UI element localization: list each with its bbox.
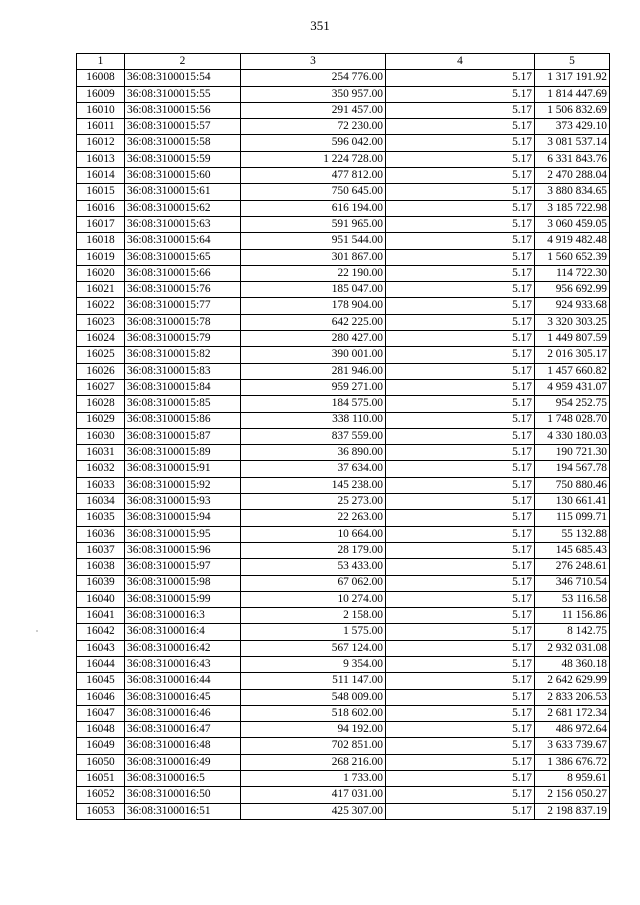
cadastral-number-cell: 36:08:3100015:84 — [125, 379, 241, 395]
table-row — [77, 298, 610, 314]
page-number: 351 — [310, 18, 330, 33]
value-cell: 924 933.68 — [535, 298, 610, 314]
value-cell: 1 506 832.69 — [535, 102, 610, 118]
cadastral-number-cell: 36:08:3100016:4 — [125, 624, 241, 640]
value-cell: 1 814 447.69 — [535, 86, 610, 102]
value-cell: 8 142.75 — [535, 624, 610, 640]
rate-cell: 5.17 — [386, 559, 535, 575]
rate-cell: 5.17 — [386, 575, 535, 591]
row-number-cell: 16033 — [77, 477, 125, 493]
area-cell: 37 634.00 — [241, 461, 386, 477]
area-cell: 642 225.00 — [241, 314, 386, 330]
area-cell: 22 190.00 — [241, 265, 386, 281]
rate-cell: 5.17 — [386, 363, 535, 379]
rate-cell: 5.17 — [386, 526, 535, 542]
cadastral-number-cell: 36:08:3100016:46 — [125, 705, 241, 721]
table-row — [77, 542, 610, 558]
row-number-cell: 16012 — [77, 135, 125, 151]
rate-cell: 5.17 — [386, 168, 535, 184]
cadastral-number-cell: 36:08:3100015:55 — [125, 86, 241, 102]
row-number-cell: 16022 — [77, 298, 125, 314]
rate-cell: 5.17 — [386, 494, 535, 510]
table-row — [77, 771, 610, 787]
row-number-cell: 16015 — [77, 184, 125, 200]
value-cell: 1 386 676.72 — [535, 754, 610, 770]
rate-cell: 5.17 — [386, 331, 535, 347]
area-cell: 72 230.00 — [241, 119, 386, 135]
cadastral-number-cell: 36:08:3100015:93 — [125, 494, 241, 510]
area-cell: 36 890.00 — [241, 445, 386, 461]
row-number-cell: 16045 — [77, 673, 125, 689]
cadastral-number-cell: 36:08:3100015:76 — [125, 282, 241, 298]
cadastral-number-cell: 36:08:3100016:5 — [125, 771, 241, 787]
area-cell: 959 271.00 — [241, 379, 386, 395]
table-row — [77, 396, 610, 412]
row-number-cell: 16049 — [77, 738, 125, 754]
value-cell: 1 560 652.39 — [535, 249, 610, 265]
row-number-cell: 16010 — [77, 102, 125, 118]
table-row — [77, 705, 610, 721]
area-cell: 702 851.00 — [241, 738, 386, 754]
rate-cell: 5.17 — [386, 200, 535, 216]
cadastral-number-cell: 36:08:3100015:97 — [125, 559, 241, 575]
value-cell: 3 320 303.25 — [535, 314, 610, 330]
value-cell: 276 248.61 — [535, 559, 610, 575]
rate-cell: 5.17 — [386, 282, 535, 298]
row-number-cell: 16024 — [77, 331, 125, 347]
rate-cell: 5.17 — [386, 461, 535, 477]
value-cell: 2 156 050.27 — [535, 787, 610, 803]
area-cell: 338 110.00 — [241, 412, 386, 428]
cadastral-number-cell: 36:08:3100015:60 — [125, 168, 241, 184]
value-cell: 11 156.86 — [535, 608, 610, 624]
table-row — [77, 656, 610, 672]
cadastral-number-cell: 36:08:3100015:59 — [125, 151, 241, 167]
rate-cell: 5.17 — [386, 542, 535, 558]
area-cell: 548 009.00 — [241, 689, 386, 705]
row-number-cell: 16052 — [77, 787, 125, 803]
row-number-cell: 16051 — [77, 771, 125, 787]
area-cell: 10 274.00 — [241, 591, 386, 607]
rate-cell: 5.17 — [386, 216, 535, 232]
cadastral-number-cell: 36:08:3100015:56 — [125, 102, 241, 118]
table-row — [77, 559, 610, 575]
area-cell: 53 433.00 — [241, 559, 386, 575]
area-cell: 184 575.00 — [241, 396, 386, 412]
row-number-cell: 16039 — [77, 575, 125, 591]
row-number-cell: 16043 — [77, 640, 125, 656]
value-cell: 6 331 843.76 — [535, 151, 610, 167]
cadastral-number-cell: 36:08:3100015:89 — [125, 445, 241, 461]
table-row — [77, 70, 610, 86]
rate-cell: 5.17 — [386, 803, 535, 819]
table-row — [77, 282, 610, 298]
table-row — [77, 249, 610, 265]
cadastral-number-cell: 36:08:3100016:51 — [125, 803, 241, 819]
area-cell: 425 307.00 — [241, 803, 386, 819]
rate-cell: 5.17 — [386, 396, 535, 412]
cadastral-number-cell: 36:08:3100016:49 — [125, 754, 241, 770]
rate-cell: 5.17 — [386, 689, 535, 705]
rate-cell: 5.17 — [386, 673, 535, 689]
rate-cell: 5.17 — [386, 722, 535, 738]
cadastral-number-cell: 36:08:3100015:78 — [125, 314, 241, 330]
cadastral-number-cell: 36:08:3100015:94 — [125, 510, 241, 526]
area-cell: 518 602.00 — [241, 705, 386, 721]
area-cell: 951 544.00 — [241, 233, 386, 249]
area-cell: 10 664.00 — [241, 526, 386, 542]
value-cell: 194 567.78 — [535, 461, 610, 477]
row-number-cell: 16023 — [77, 314, 125, 330]
table-row — [77, 754, 610, 770]
rate-cell: 5.17 — [386, 233, 535, 249]
value-cell: 3 081 537.14 — [535, 135, 610, 151]
row-number-cell: 16009 — [77, 86, 125, 102]
table-row — [77, 314, 610, 330]
rate-cell: 5.17 — [386, 151, 535, 167]
area-cell: 94 192.00 — [241, 722, 386, 738]
cadastral-number-cell: 36:08:3100016:42 — [125, 640, 241, 656]
area-cell: 22 263.00 — [241, 510, 386, 526]
value-cell: 2 642 629.99 — [535, 673, 610, 689]
table-row — [77, 233, 610, 249]
rate-cell: 5.17 — [386, 86, 535, 102]
table-row — [77, 102, 610, 118]
value-cell: 53 116.58 — [535, 591, 610, 607]
value-cell: 3 185 722.98 — [535, 200, 610, 216]
cadastral-number-cell: 36:08:3100015:98 — [125, 575, 241, 591]
table-row — [77, 168, 610, 184]
row-number-cell: 16028 — [77, 396, 125, 412]
cadastral-number-cell: 36:08:3100015:61 — [125, 184, 241, 200]
value-cell: 130 661.41 — [535, 494, 610, 510]
row-number-cell: 16018 — [77, 233, 125, 249]
value-cell: 2 016 305.17 — [535, 347, 610, 363]
scan-speck — [36, 630, 38, 632]
area-cell: 350 957.00 — [241, 86, 386, 102]
value-cell: 8 959.61 — [535, 771, 610, 787]
value-cell: 1 449 807.59 — [535, 331, 610, 347]
area-cell: 511 147.00 — [241, 673, 386, 689]
table-row — [77, 216, 610, 232]
row-number-cell: 16034 — [77, 494, 125, 510]
cadastral-number-cell: 36:08:3100015:57 — [125, 119, 241, 135]
rate-cell: 5.17 — [386, 347, 535, 363]
row-number-cell: 16046 — [77, 689, 125, 705]
cadastral-number-cell: 36:08:3100015:62 — [125, 200, 241, 216]
rate-cell: 5.17 — [386, 477, 535, 493]
table-row — [77, 379, 610, 395]
table-row — [77, 135, 610, 151]
area-cell: 254 776.00 — [241, 70, 386, 86]
row-number-cell: 16031 — [77, 445, 125, 461]
value-cell: 114 722.30 — [535, 265, 610, 281]
table-row — [77, 787, 610, 803]
cadastral-number-cell: 36:08:3100015:83 — [125, 363, 241, 379]
table-row — [77, 494, 610, 510]
column-header-1: 1 — [77, 54, 125, 70]
cadastral-number-cell: 36:08:3100015:92 — [125, 477, 241, 493]
cadastral-number-cell: 36:08:3100015:66 — [125, 265, 241, 281]
row-number-cell: 16011 — [77, 119, 125, 135]
row-number-cell: 16017 — [77, 216, 125, 232]
rate-cell: 5.17 — [386, 787, 535, 803]
rate-cell: 5.17 — [386, 265, 535, 281]
rate-cell: 5.17 — [386, 184, 535, 200]
cadastral-number-cell: 36:08:3100016:48 — [125, 738, 241, 754]
row-number-cell: 16053 — [77, 803, 125, 819]
table-row — [77, 151, 610, 167]
area-cell: 281 946.00 — [241, 363, 386, 379]
value-cell: 2 470 288.04 — [535, 168, 610, 184]
value-cell: 1 457 660.82 — [535, 363, 610, 379]
table-row — [77, 347, 610, 363]
table-row — [77, 673, 610, 689]
table-row — [77, 412, 610, 428]
value-cell: 145 685.43 — [535, 542, 610, 558]
rate-cell: 5.17 — [386, 314, 535, 330]
area-cell: 268 216.00 — [241, 754, 386, 770]
row-number-cell: 16048 — [77, 722, 125, 738]
row-number-cell: 16029 — [77, 412, 125, 428]
cadastral-number-cell: 36:08:3100015:96 — [125, 542, 241, 558]
row-number-cell: 16019 — [77, 249, 125, 265]
rate-cell: 5.17 — [386, 119, 535, 135]
area-cell: 9 354.00 — [241, 656, 386, 672]
cadastral-number-cell: 36:08:3100015:91 — [125, 461, 241, 477]
value-cell: 48 360.18 — [535, 656, 610, 672]
area-cell: 1 575.00 — [241, 624, 386, 640]
row-number-cell: 16008 — [77, 70, 125, 86]
value-cell: 346 710.54 — [535, 575, 610, 591]
column-header-3: 3 — [241, 54, 386, 70]
rate-cell: 5.17 — [386, 298, 535, 314]
value-cell: 3 633 739.67 — [535, 738, 610, 754]
value-cell: 3 060 459.05 — [535, 216, 610, 232]
rate-cell: 5.17 — [386, 705, 535, 721]
table-row — [77, 738, 610, 754]
row-number-cell: 16027 — [77, 379, 125, 395]
row-number-cell: 16030 — [77, 428, 125, 444]
table-row — [77, 445, 610, 461]
row-number-cell: 16040 — [77, 591, 125, 607]
table-row — [77, 428, 610, 444]
cadastral-number-cell: 36:08:3100015:87 — [125, 428, 241, 444]
value-cell: 2 198 837.19 — [535, 803, 610, 819]
area-cell: 28 179.00 — [241, 542, 386, 558]
table-row — [77, 265, 610, 281]
row-number-cell: 16025 — [77, 347, 125, 363]
table-row — [77, 608, 610, 624]
cadastral-number-cell: 36:08:3100015:65 — [125, 249, 241, 265]
area-cell: 417 031.00 — [241, 787, 386, 803]
rate-cell: 5.17 — [386, 249, 535, 265]
table-row — [77, 119, 610, 135]
rate-cell: 5.17 — [386, 379, 535, 395]
table-row — [77, 624, 610, 640]
rate-cell: 5.17 — [386, 591, 535, 607]
rate-cell: 5.17 — [386, 624, 535, 640]
area-cell: 750 645.00 — [241, 184, 386, 200]
column-header-5: 5 — [535, 54, 610, 70]
cadastral-number-cell: 36:08:3100016:47 — [125, 722, 241, 738]
table-body — [77, 70, 610, 820]
row-number-cell: 16035 — [77, 510, 125, 526]
table-row — [77, 722, 610, 738]
rate-cell: 5.17 — [386, 70, 535, 86]
table-row — [77, 200, 610, 216]
column-header-4: 4 — [386, 54, 535, 70]
row-number-cell: 16014 — [77, 168, 125, 184]
area-cell: 837 559.00 — [241, 428, 386, 444]
cadastral-number-cell: 36:08:3100015:85 — [125, 396, 241, 412]
table-row — [77, 510, 610, 526]
value-cell: 2 932 031.08 — [535, 640, 610, 656]
value-cell: 373 429.10 — [535, 119, 610, 135]
value-cell: 4 959 431.07 — [535, 379, 610, 395]
rate-cell: 5.17 — [386, 445, 535, 461]
area-cell: 280 427.00 — [241, 331, 386, 347]
area-cell: 301 867.00 — [241, 249, 386, 265]
cadastral-number-cell: 36:08:3100015:63 — [125, 216, 241, 232]
cadastral-number-cell: 36:08:3100015:79 — [125, 331, 241, 347]
cadastral-number-cell: 36:08:3100015:82 — [125, 347, 241, 363]
area-cell: 25 273.00 — [241, 494, 386, 510]
row-number-cell: 16013 — [77, 151, 125, 167]
value-cell: 4 919 482.48 — [535, 233, 610, 249]
rate-cell: 5.17 — [386, 608, 535, 624]
area-cell: 291 457.00 — [241, 102, 386, 118]
area-cell: 178 904.00 — [241, 298, 386, 314]
value-cell: 750 880.46 — [535, 477, 610, 493]
cadastral-number-cell: 36:08:3100015:77 — [125, 298, 241, 314]
table-row — [77, 477, 610, 493]
cadastral-number-cell: 36:08:3100015:86 — [125, 412, 241, 428]
row-number-cell: 16044 — [77, 656, 125, 672]
area-cell: 477 812.00 — [241, 168, 386, 184]
table-row — [77, 803, 610, 819]
cadastral-number-cell: 36:08:3100015:58 — [125, 135, 241, 151]
area-cell: 67 062.00 — [241, 575, 386, 591]
cadastral-number-cell: 36:08:3100015:64 — [125, 233, 241, 249]
rate-cell: 5.17 — [386, 754, 535, 770]
cadastral-number-cell: 36:08:3100015:95 — [125, 526, 241, 542]
row-number-cell: 16021 — [77, 282, 125, 298]
table-row — [77, 461, 610, 477]
area-cell: 591 965.00 — [241, 216, 386, 232]
row-number-cell: 16016 — [77, 200, 125, 216]
table-row — [77, 526, 610, 542]
row-number-cell: 16050 — [77, 754, 125, 770]
area-cell: 390 001.00 — [241, 347, 386, 363]
cadastral-number-cell: 36:08:3100016:43 — [125, 656, 241, 672]
cadastral-number-cell: 36:08:3100016:3 — [125, 608, 241, 624]
area-cell: 616 194.00 — [241, 200, 386, 216]
table-header — [77, 54, 610, 70]
data-table — [76, 53, 610, 820]
cadastral-number-cell: 36:08:3100015:99 — [125, 591, 241, 607]
rate-cell: 5.17 — [386, 656, 535, 672]
table-row — [77, 640, 610, 656]
value-cell: 1 748 028.70 — [535, 412, 610, 428]
rate-cell: 5.17 — [386, 738, 535, 754]
row-number-cell: 16047 — [77, 705, 125, 721]
column-header-2: 2 — [125, 54, 241, 70]
area-cell: 567 124.00 — [241, 640, 386, 656]
cadastral-number-cell: 36:08:3100016:45 — [125, 689, 241, 705]
value-cell: 3 880 834.65 — [535, 184, 610, 200]
rate-cell: 5.17 — [386, 640, 535, 656]
row-number-cell: 16037 — [77, 542, 125, 558]
area-cell: 1 733.00 — [241, 771, 386, 787]
value-cell: 956 692.99 — [535, 282, 610, 298]
row-number-cell: 16038 — [77, 559, 125, 575]
header-row — [77, 54, 610, 70]
row-number-cell: 16020 — [77, 265, 125, 281]
table-row — [77, 575, 610, 591]
value-cell: 2 681 172.34 — [535, 705, 610, 721]
value-cell: 486 972.64 — [535, 722, 610, 738]
value-cell: 2 833 206.53 — [535, 689, 610, 705]
rate-cell: 5.17 — [386, 102, 535, 118]
area-cell: 185 047.00 — [241, 282, 386, 298]
row-number-cell: 16032 — [77, 461, 125, 477]
value-cell: 115 099.71 — [535, 510, 610, 526]
value-cell: 4 330 180.03 — [535, 428, 610, 444]
value-cell: 1 317 191.92 — [535, 70, 610, 86]
row-number-cell: 16036 — [77, 526, 125, 542]
area-cell: 2 158.00 — [241, 608, 386, 624]
row-number-cell: 16041 — [77, 608, 125, 624]
table-row — [77, 331, 610, 347]
row-number-cell: 16042 — [77, 624, 125, 640]
rate-cell: 5.17 — [386, 510, 535, 526]
area-cell: 145 238.00 — [241, 477, 386, 493]
table-row — [77, 363, 610, 379]
value-cell: 954 252.75 — [535, 396, 610, 412]
area-cell: 596 042.00 — [241, 135, 386, 151]
rate-cell: 5.17 — [386, 771, 535, 787]
table-row — [77, 591, 610, 607]
value-cell: 190 721.30 — [535, 445, 610, 461]
cadastral-number-cell: 36:08:3100016:50 — [125, 787, 241, 803]
table-row — [77, 184, 610, 200]
table-row — [77, 689, 610, 705]
table-row — [77, 86, 610, 102]
area-cell: 1 224 728.00 — [241, 151, 386, 167]
row-number-cell: 16026 — [77, 363, 125, 379]
cadastral-number-cell: 36:08:3100015:54 — [125, 70, 241, 86]
cadastral-number-cell: 36:08:3100016:44 — [125, 673, 241, 689]
rate-cell: 5.17 — [386, 428, 535, 444]
rate-cell: 5.17 — [386, 412, 535, 428]
value-cell: 55 132.88 — [535, 526, 610, 542]
rate-cell: 5.17 — [386, 135, 535, 151]
